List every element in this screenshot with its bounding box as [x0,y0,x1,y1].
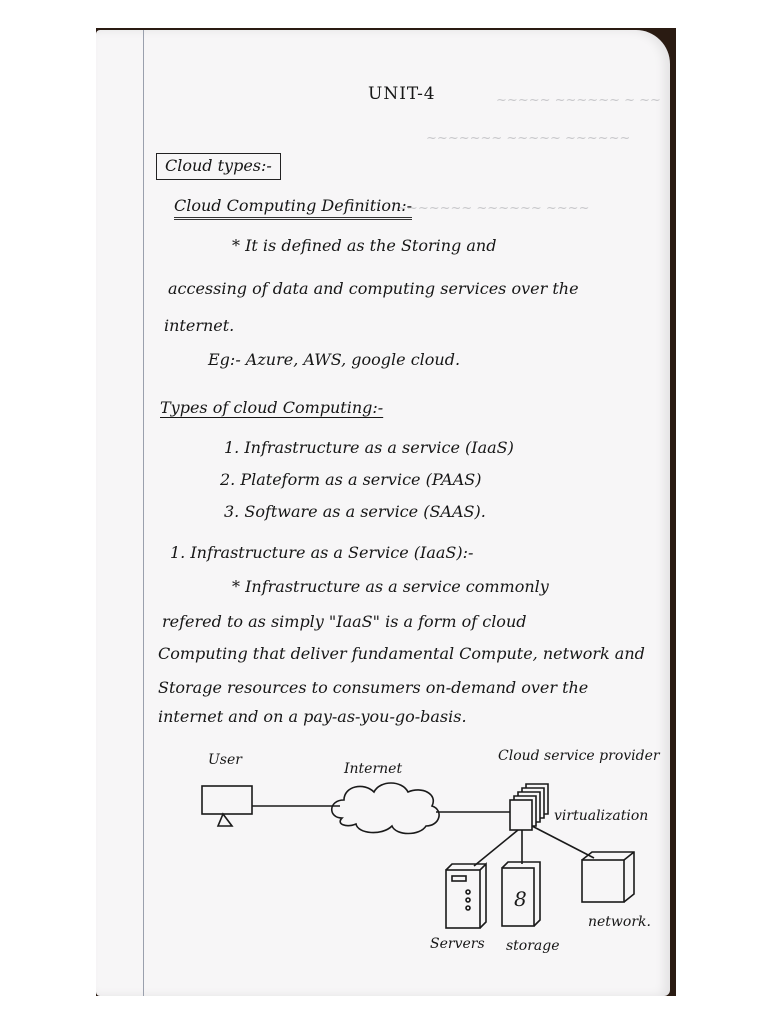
types-heading: Types of cloud Computing:- [160,398,384,417]
storage-label: storage [506,938,560,954]
notebook-page [96,30,670,996]
bleed-through-text: ~~~~ ~~~~~~ ~~~~~~~ [396,200,590,215]
unit-title: UNIT-4 [368,84,436,104]
iaas-heading: 1. Infrastructure as a Service (IaaS):- [170,543,474,562]
network-icon [582,860,624,902]
section-heading-cloud-types: Cloud types:- [156,153,281,180]
link-to-servers [474,830,518,866]
bleed-through-text: ~~ ~ ~~~~~~ ~~~~~ [496,92,661,107]
definition-heading: Cloud Computing Definition:- [174,196,412,220]
virtualization-stack-icon [510,800,532,830]
bleed-through-text: ~~~~~~ ~~~~~ ~~~~~~~ [426,130,631,145]
iaas-line-1: * Infrastructure as a service commonly [232,577,549,596]
iaas-line-5: internet and on a pay-as-you-go-basis. [158,707,467,726]
types-list-item-2: 2. Plateform as a service (PAAS) [220,470,482,489]
servers-side [480,864,486,928]
definition-line-2: accessing of data and computing services over the [168,279,579,298]
example-line: Eg:- Azure, AWS, google cloud. [208,350,461,369]
user-monitor-icon [202,786,252,814]
iaas-line-3: Computing that deliver fundamental Compute, network and [158,644,645,663]
storage-digit: 8 [514,887,527,911]
network-label: network. [588,914,651,930]
user-label: User [208,752,242,768]
types-list-item-3: 3. Software as a service (SAAS). [224,502,486,521]
internet-cloud-icon [332,783,439,834]
iaas-line-4: Storage resources to consumers on-demand over the [158,678,589,697]
iaas-diagram [96,30,670,996]
virtualization-label: virtualization [554,808,649,824]
cloud-provider-label: Cloud service provider [498,748,660,764]
definition-line-3: internet. [164,316,235,335]
servers-icon [446,870,480,928]
iaas-line-2: refered to as simply "IaaS" is a form of cloud [162,612,527,631]
monitor-stand-icon [218,814,232,826]
types-list-item-1: 1. Infrastructure as a service (IaaS) [224,438,514,457]
link-to-network [532,826,594,858]
servers-label: Servers [430,936,485,952]
definition-line-1: * It is defined as the Storing and [232,236,497,255]
internet-label: Internet [344,761,403,777]
